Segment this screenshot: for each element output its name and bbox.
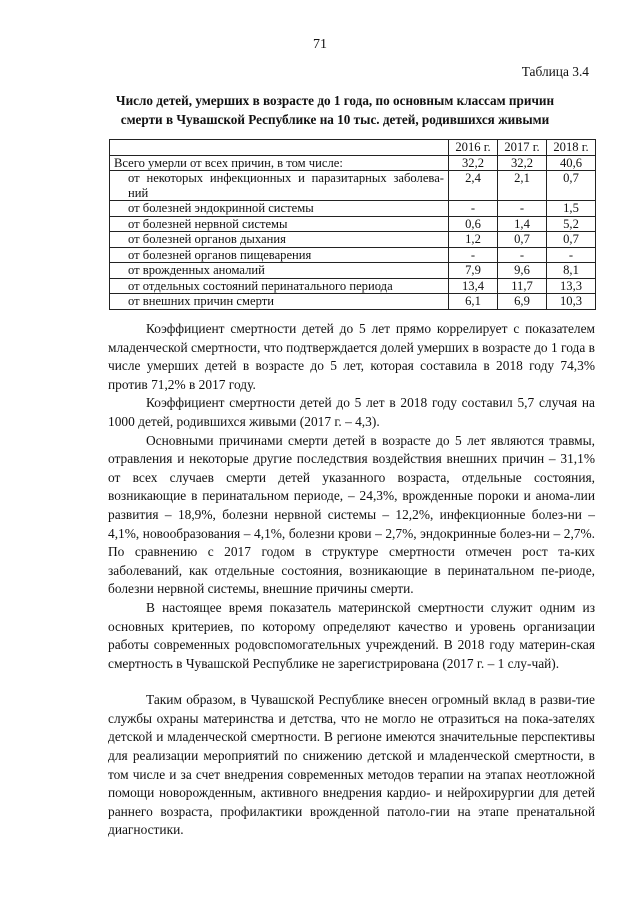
value-2016: -	[449, 201, 498, 217]
value-2018: 13,3	[547, 278, 596, 294]
header-2016: 2016 г.	[449, 140, 498, 156]
table-row	[110, 247, 596, 263]
value-2016: 32,2	[449, 155, 498, 171]
value-2017: -	[498, 247, 547, 263]
value-2018: -	[547, 247, 596, 263]
row-label: от некоторых инфекционных и паразитарных заболева-ний	[110, 171, 449, 201]
paragraph: Таким образом, в Чувашской Республике внесен огромный вклад в разви-тие службы охраны материнства и детства, что не могло не отразиться на пока-зателях детской и младенческой смертности. В регионе имеются значительные перспективы для реализации мероприятий по снижению детской и младенческой смертности, в том числе и за счет внедрения современных методов терапии на этапах неотложной помощи новорожденным, активного внедрения кардио- и нейрохирургии для детей раннего возраста, профилактики врожденной патоло-гии на этапе пренатальной диагностики.	[108, 692, 595, 838]
table-row	[110, 201, 596, 217]
value-2016: 7,9	[449, 263, 498, 279]
header-2017: 2017 г.	[498, 140, 547, 156]
table-title: Число детей, умерших в возрасте до 1 года, по основным классам причин смерти в Чувашской Республике на 10 тыс. детей, родившихся живыми	[115, 93, 555, 127]
row-label: от внешних причин смерти	[110, 294, 449, 310]
value-2018: 8,1	[547, 263, 596, 279]
value-2017: -	[498, 201, 547, 217]
paragraph: В настоящее время показатель материнской смертности служит одним из основных критериев, по которому определяют качество и уровень организации работы современных родовспомогательных учреждений. В 2018 году материн-ская смертность в Чувашской Республике не зарегистрирована (2017 г. – 1 слу-чай).	[108, 599, 595, 671]
value-2018: 40,6	[547, 155, 596, 171]
paragraph: Основными причинами смерти детей в возрасте до 5 лет являются травмы, отравления и некоторые другие последствия воздействия внешних причин – 31,1% от всех случаев смерти детей указанного возраста, отдельные состояния, возникающие в перинатальном периоде, – 24,3%, врожденные пороки и анома-лии развития – 18,9%, болезни нервной системы – 12,2%, инфекционные болез-ни – 4,1%, новообразования – 4,1%, болезни крови – 2,7%, эндокринные болез-ни – 2,7%. По сравнению с 2017 годом в структуре смертности отмечен рост та-ких заболеваний, как отдельные состояния, возникающие в перинатальном пе-риоде, болезни нервной системы, внешние причины смерти.	[108, 432, 595, 597]
value-2016: 1,2	[449, 232, 498, 248]
body-text	[108, 320, 595, 840]
value-2017: 32,2	[498, 155, 547, 171]
value-2018: 0,7	[547, 232, 596, 248]
table-row	[110, 263, 596, 279]
mortality-table	[109, 139, 596, 310]
header-2018: 2018 г.	[547, 140, 596, 156]
table-row	[110, 278, 596, 294]
paragraph: Коэффициент смертности детей до 5 лет прямо коррелирует с показателем младенческой смертности, что подтверждается долей умерших в возрасте до 1 года в числе умерших детей в возрасте до 5 лет, которая составила в 2018 году 74,3% против 71,2% в 2017 году.	[108, 321, 595, 392]
value-2017: 2,1	[498, 171, 547, 201]
row-label: Всего умерли от всех причин, в том числе:	[110, 155, 449, 171]
row-label: от болезней нервной системы	[110, 216, 449, 232]
value-2016: 2,4	[449, 171, 498, 201]
table-row	[110, 232, 596, 248]
value-2016: 6,1	[449, 294, 498, 310]
value-2018: 5,2	[547, 216, 596, 232]
row-label: от болезней органов пищеварения	[110, 247, 449, 263]
value-2016: 0,6	[449, 216, 498, 232]
table-row	[110, 171, 596, 201]
value-2017: 1,4	[498, 216, 547, 232]
table-label: Таблица 3.4	[521, 64, 589, 79]
row-label: от отдельных состояний перинатального периода	[110, 278, 449, 294]
value-2017: 0,7	[498, 232, 547, 248]
table-row	[110, 155, 596, 171]
value-2017: 6,9	[498, 294, 547, 310]
value-2018: 1,5	[547, 201, 596, 217]
value-2018: 0,7	[547, 171, 596, 201]
value-2017: 9,6	[498, 263, 547, 279]
row-label: от врожденных аномалий	[110, 263, 449, 279]
page-number: 71	[313, 37, 327, 52]
table-row	[110, 216, 596, 232]
value-2016: -	[449, 247, 498, 263]
row-label: от болезней эндокринной системы	[110, 201, 449, 217]
value-2017: 11,7	[498, 278, 547, 294]
value-2016: 13,4	[449, 278, 498, 294]
row-label: от болезней органов дыхания	[110, 232, 449, 248]
table-header-row	[110, 140, 596, 156]
table-row	[110, 294, 596, 310]
value-2018: 10,3	[547, 294, 596, 310]
header-label-cell	[110, 140, 449, 156]
paragraph: Коэффициент смертности детей до 5 лет в 2018 году составил 5,7 случая на 1000 детей, родившихся живыми (2017 г. – 4,3).	[108, 395, 595, 429]
